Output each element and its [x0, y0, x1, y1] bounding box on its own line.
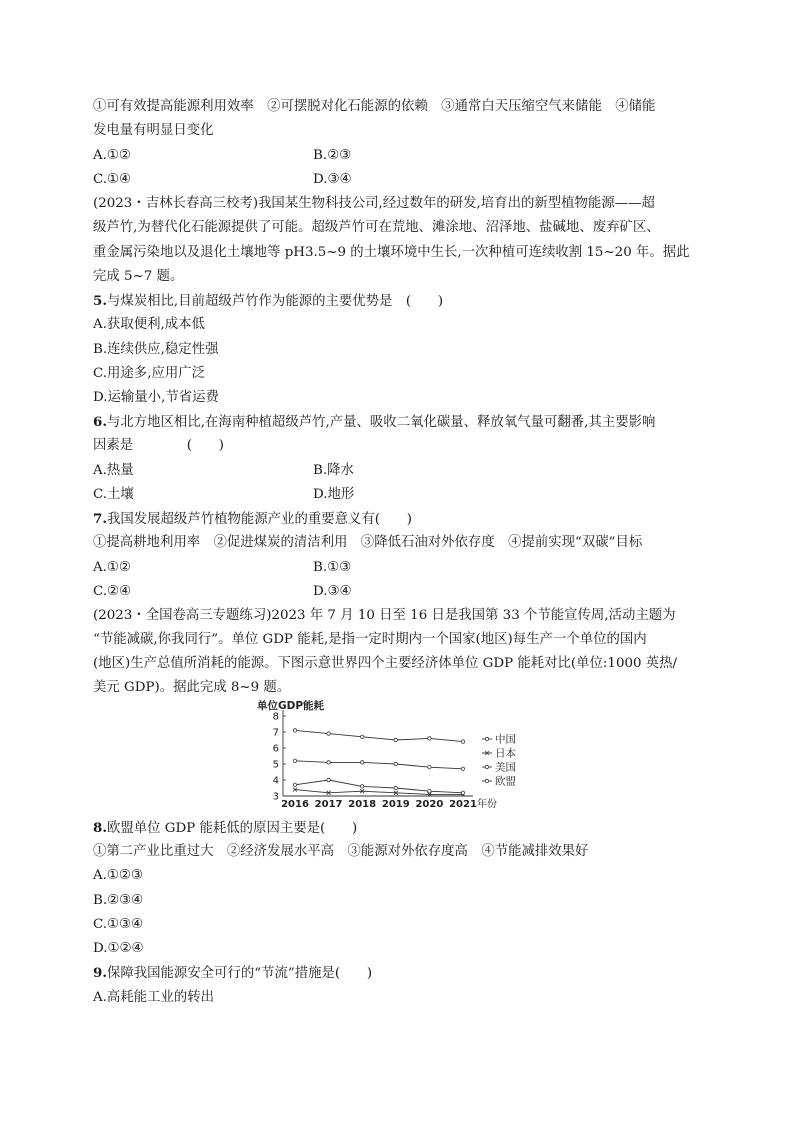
- question-8-number: 8.: [93, 820, 107, 836]
- choice-b: B.①③: [313, 560, 352, 575]
- passage-2-line3: (地区)生产总值所消耗的能源。下图示意世界四个主要经济体单位 GDP 能耗对比(单位:1000 英热/: [93, 656, 678, 671]
- q5-choice-a: A.获取便利,成本低: [93, 317, 205, 332]
- q6-choices-cd: [93, 485, 355, 505]
- data-point: [394, 762, 397, 765]
- passage-1-line1: (2023・吉林长春高三校考)我国某生物科技公司,经过数年的研发,培育出的新型植物能源——超: [93, 196, 655, 211]
- question-6-number: 6.: [93, 414, 107, 430]
- question-7: [93, 509, 412, 530]
- q4-choices-cd: [93, 170, 352, 190]
- q4-options-line1: ①可有效提高能源利用效率 ②可摆脱对化石能源的依赖 ③通常白天压缩空气来储能 ④储能: [93, 99, 656, 114]
- q6-choices-ab: [93, 461, 354, 481]
- legend-label: 美国: [495, 761, 516, 774]
- data-point: [361, 785, 364, 788]
- question-8-stem: 欧盟单位 GDP 能耗低的原因主要是( ): [106, 821, 358, 836]
- choice-c: C.①④: [93, 172, 132, 187]
- series-line-3: [295, 780, 463, 793]
- passage-1-line3: 重金属污染地以及退化土壤地等 pH3.5~9 的土壤环境中生长,一次种植可连续收割 15~20 年。据此: [93, 245, 690, 260]
- y-tick-label: 6: [272, 743, 279, 755]
- data-point: [394, 786, 397, 789]
- series-line-0: [295, 730, 463, 741]
- choice-c: C.②④: [93, 584, 132, 599]
- data-point: [428, 737, 431, 740]
- choice-d: D.③④: [313, 584, 352, 599]
- q8-choice-a: A.①②③: [93, 868, 143, 883]
- legend-marker: [485, 765, 488, 768]
- data-point: [461, 767, 464, 770]
- question-9-number: 9.: [93, 965, 107, 981]
- data-point: [293, 759, 296, 762]
- x-tick-label: 2016: [281, 799, 309, 810]
- legend-label: 欧盟: [495, 775, 516, 788]
- x-axis-label: 年份: [477, 799, 497, 810]
- q7-choices-ab: [93, 558, 352, 578]
- choice-d: D.地形: [313, 487, 355, 502]
- question-9: [93, 963, 372, 984]
- gdp-energy-chart: [255, 698, 525, 813]
- series-line-2: [295, 761, 463, 769]
- data-point: [394, 738, 397, 741]
- q5-choice-d: D.运输量小,节省运费: [93, 390, 219, 405]
- question-5-number: 5.: [93, 293, 107, 309]
- data-point: [361, 761, 364, 764]
- choice-a: A.①②: [93, 560, 131, 575]
- choice-b: B.②③: [313, 148, 352, 163]
- choice-a: A.热量: [93, 463, 134, 478]
- legend-label: 日本: [495, 747, 516, 760]
- q7-options: ①提高耕地利用率 ②促进煤炭的清洁利用 ③降低石油对外依存度 ④提前实现“双碳”目标: [93, 535, 643, 550]
- choice-b: B.降水: [313, 463, 354, 478]
- passage-2-line1: (2023・全国卷高三专题练习)2023 年 7 月 10 日至 16 日是我国第 33 个节能宣传周,活动主题为: [93, 608, 676, 623]
- question-5: [93, 291, 443, 312]
- x-tick-label: 2018: [348, 799, 377, 810]
- data-point: [327, 732, 330, 735]
- data-point: [327, 761, 330, 764]
- y-tick-label: 4: [272, 775, 279, 787]
- x-tick-label: 2021: [449, 799, 477, 810]
- q8-choice-b: B.②③④: [93, 893, 144, 908]
- x-tick-label: 2020: [415, 799, 444, 810]
- legend-label: 中国: [495, 733, 516, 746]
- data-point: [428, 766, 431, 769]
- q5-choice-c: C.用途多,应用广泛: [93, 366, 206, 381]
- q8-choice-c: C.①③④: [93, 917, 144, 932]
- question-8: [93, 818, 357, 839]
- legend-marker: [485, 737, 488, 740]
- data-point: [293, 783, 296, 786]
- y-tick-label: 8: [272, 711, 279, 723]
- data-point: [461, 740, 464, 743]
- choice-a: A.①②: [93, 148, 131, 163]
- q4-choices-ab: [93, 146, 352, 166]
- question-7-number: 7.: [93, 511, 107, 527]
- x-tick-label: 2019: [381, 799, 410, 810]
- data-point: [293, 729, 296, 732]
- question-9-stem: 保障我国能源安全可行的“节流”措施是( ): [106, 966, 373, 981]
- q8-options: ①第二产业比重过大 ②经济发展水平高 ③能源对外依存度高 ④节能减排效果好: [93, 844, 589, 859]
- passage-2-line4: 美元 GDP)。据此完成 8~9 题。: [93, 680, 291, 695]
- y-tick-label: 3: [272, 791, 279, 803]
- x-tick-label: 2017: [314, 799, 343, 810]
- q9-choice-a: A.高耗能工业的转出: [93, 990, 215, 1005]
- passage-1-line4: 完成 5~7 题。: [93, 269, 184, 284]
- data-point: [327, 778, 330, 781]
- q4-options-line2: 发电量有明显日变化: [93, 123, 214, 138]
- q5-choice-b: B.连续供应,稳定性强: [93, 342, 219, 357]
- question-6-stem-cont: 因素是 ( ): [93, 438, 224, 453]
- chart-title: 单位GDP能耗: [257, 700, 325, 712]
- y-tick-label: 5: [272, 759, 279, 771]
- choice-c: C.土壤: [93, 487, 134, 502]
- passage-1-line2: 级芦竹,为替代化石能源提供了可能。超级芦竹可在荒地、滩涂地、沼泽地、盐碱地、废弃矿区、: [93, 220, 660, 235]
- data-point: [461, 791, 464, 794]
- choice-d: D.③④: [313, 172, 352, 187]
- question-5-stem: 与煤炭相比,目前超级芦竹作为能源的主要优势是 ( ): [106, 294, 444, 309]
- question-6: [93, 412, 655, 433]
- question-7-stem: 我国发展超级芦竹植物能源产业的重要意义有( ): [106, 512, 413, 527]
- data-point: [361, 735, 364, 738]
- q7-choices-cd: [93, 582, 352, 602]
- q8-choice-d: D.①②④: [93, 941, 144, 956]
- passage-2-line2: “节能减碳,你我同行”。单位 GDP 能耗,是指一定时期内一个国家(地区)每生产一个单位的国内: [93, 632, 647, 647]
- y-tick-label: 7: [272, 727, 279, 739]
- question-6-stem: 与北方地区相比,在海南种植超级芦竹,产量、吸收二氧化碳量、释放氧气量可翻番,其主要影响: [106, 415, 656, 430]
- legend-marker: [485, 779, 488, 782]
- data-point: [428, 790, 431, 793]
